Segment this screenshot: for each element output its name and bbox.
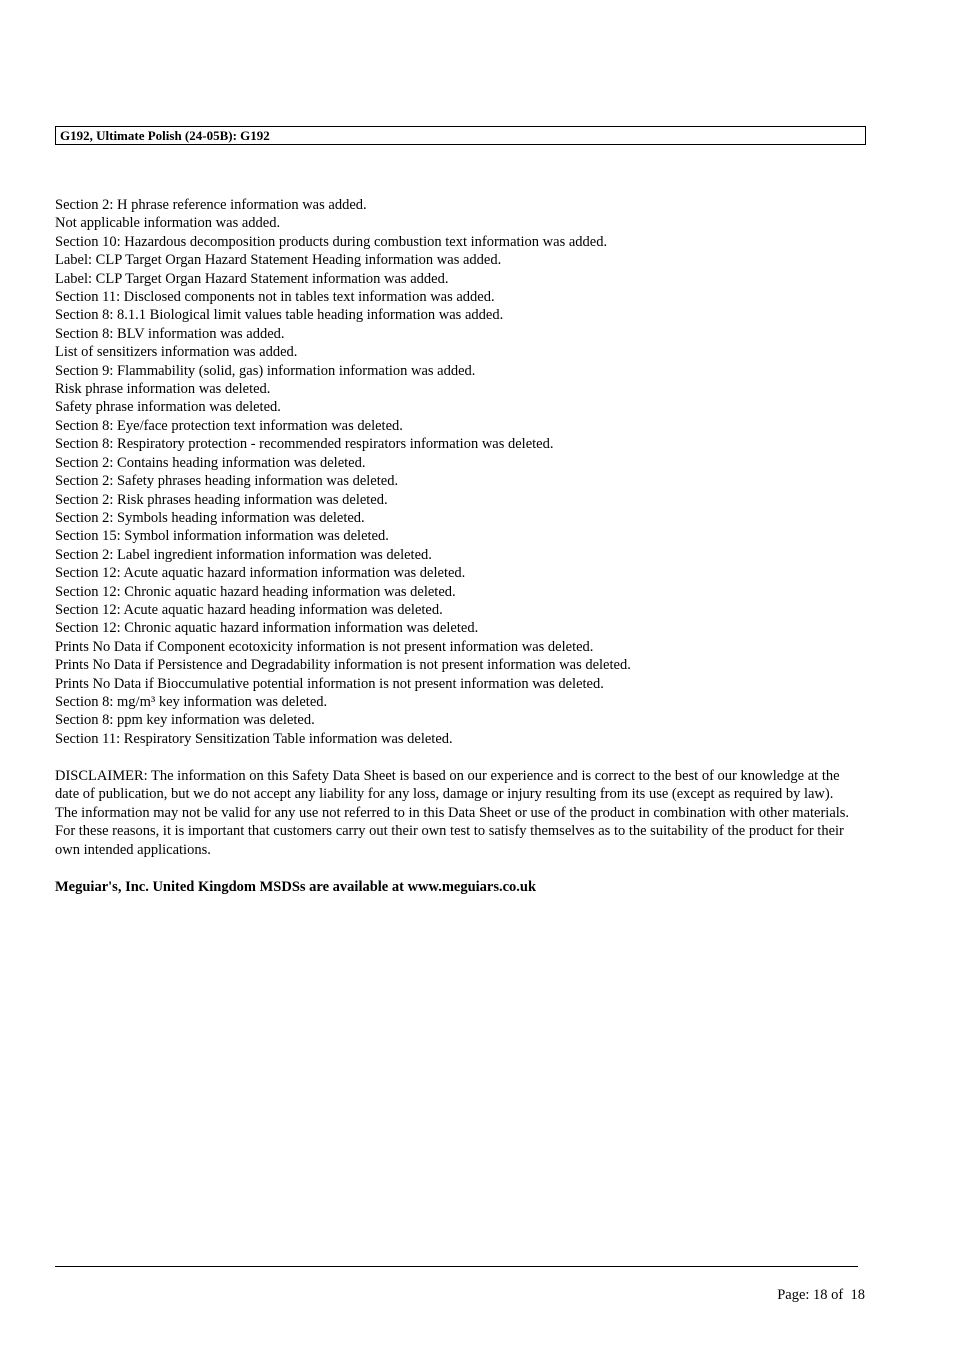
revision-item: Section 11: Respiratory Sensitization Table information was deleted. [55, 730, 453, 747]
footer-divider [55, 1266, 858, 1267]
revision-item: Section 9: Flammability (solid, gas) information information was added. [55, 362, 476, 379]
revision-item: Prints No Data if Component ecotoxicity information is not present information was deleted. [55, 638, 594, 655]
revision-item: Section 8: 8.1.1 Biological limit values table heading information was added. [55, 307, 504, 324]
revision-list [55, 196, 855, 748]
revision-item: Prints No Data if Bioccumulative potential information is not present information was deleted. [55, 675, 604, 692]
revision-item: Section 11: Disclosed components not in tables text information was added. [55, 289, 495, 306]
revision-item: Section 12: Chronic aquatic hazard heading information was deleted. [55, 583, 456, 600]
revision-item: Section 8: mg/m³ key information was deleted. [55, 693, 328, 710]
revision-item: Section 2: Safety phrases heading information was deleted. [55, 473, 399, 490]
revision-item: List of sensitizers information was added. [55, 344, 298, 361]
revision-item: Label: CLP Target Organ Hazard Statement Heading information was added. [55, 252, 502, 269]
revision-item: Section 12: Chronic aquatic hazard information information was deleted. [55, 620, 479, 637]
revision-item: Risk phrase information was deleted. [55, 381, 271, 398]
revision-item: Section 2: Contains heading information was deleted. [55, 454, 366, 471]
revision-item: Section 8: BLV information was added. [55, 325, 285, 342]
revision-item: Section 8: Eye/face protection text information was deleted. [55, 417, 403, 434]
revision-item: Section 8: Respiratory protection - recommended respirators information was deleted. [55, 436, 554, 453]
revision-item: Not applicable information was added. [55, 215, 281, 232]
revision-item: Section 2: H phrase reference information was added. [55, 197, 367, 213]
document-header-box [55, 126, 866, 145]
revision-item: Section 12: Acute aquatic hazard heading information was deleted. [55, 601, 443, 618]
revision-item: Label: CLP Target Organ Hazard Statement information was added. [55, 270, 449, 287]
page-number: Page: 18 of 18 [777, 1287, 865, 1303]
revision-item: Section 2: Symbols heading information was deleted. [55, 509, 365, 526]
msds-availability-note: Meguiar's, Inc. United Kingdom MSDSs are available at www.meguiars.co.uk [55, 879, 537, 895]
revision-item: Safety phrase information was deleted. [55, 399, 281, 416]
revision-item: Section 8: ppm key information was deleted. [55, 712, 315, 729]
revision-item: Section 12: Acute aquatic hazard information information was deleted. [55, 565, 466, 582]
revision-item: Section 2: Label ingredient information information was deleted. [55, 546, 432, 563]
revision-item: Section 15: Symbol information information was deleted. [55, 528, 389, 545]
revision-item: Section 10: Hazardous decomposition products during combustion text information was added. [55, 233, 608, 250]
document-title: G192, Ultimate Polish (24-05B): G192 [60, 128, 270, 143]
revision-item: Section 2: Risk phrases heading information was deleted. [55, 491, 388, 508]
revision-item: Prints No Data if Persistence and Degradability information is not present information was deleted. [55, 657, 631, 674]
disclaimer-paragraph: DISCLAIMER: The information on this Safety Data Sheet is based on our experience and is correct to the best of our knowledge at the date of publication, but we do not accept any liability for any loss, damage or injury resulting from its use (except as required by law). The information may not be valid for any use not referred to in this Data Sheet or use of the product in combination with other materials. For these reasons, it is important that customers carry out their own test to satisfy themselves as to the suitability of the product for their own intended applications. [55, 768, 850, 858]
